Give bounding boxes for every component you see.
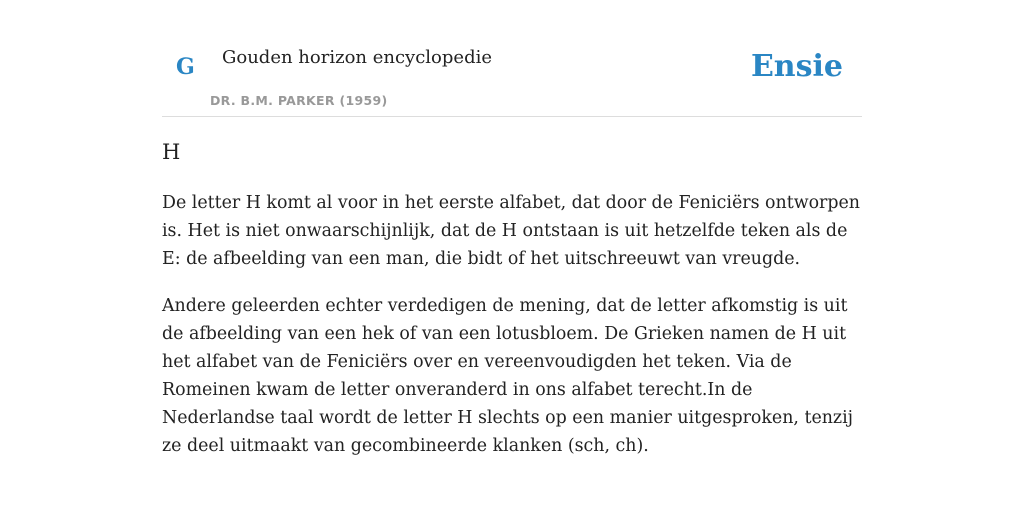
entry-headword: H bbox=[162, 140, 181, 164]
brand-logo[interactable]: Ensie bbox=[750, 49, 843, 84]
entry-paragraph: Andere geleerden echter verdedigen de mening, dat de letter afkomstig is uit de afbeelding van een hek of van een lotusbloem. De Grieken namen de H uit het alfabet van de Feniciërs over en vereenvoudigden het teken. Via de Romeinen kwam de letter onveranderd in ons alfabet terecht.In de Nederlandse taal wordt de letter H slechts op een manier uitgesproken, tenzij ze deel uitmaakt van gecombineerde klanken (sch, ch). bbox=[162, 296, 854, 457]
header bbox=[162, 0, 862, 117]
book-title[interactable]: Gouden horizon encyclopedie bbox=[222, 47, 492, 68]
book-logo[interactable]: G bbox=[176, 54, 195, 80]
entry-content bbox=[162, 140, 862, 479]
author-line: DR. B.M. PARKER (1959) bbox=[210, 93, 388, 108]
entry-paragraph: De letter H komt al voor in het eerste alfabet, dat door de Feniciërs ontworpen is. Het is niet onwaarschijnlijk, dat de H ontstaan is uit hetzelfde teken als de E: de afbeelding van een man, die bidt of het uitschreeuwt van vreugde. bbox=[162, 193, 860, 270]
